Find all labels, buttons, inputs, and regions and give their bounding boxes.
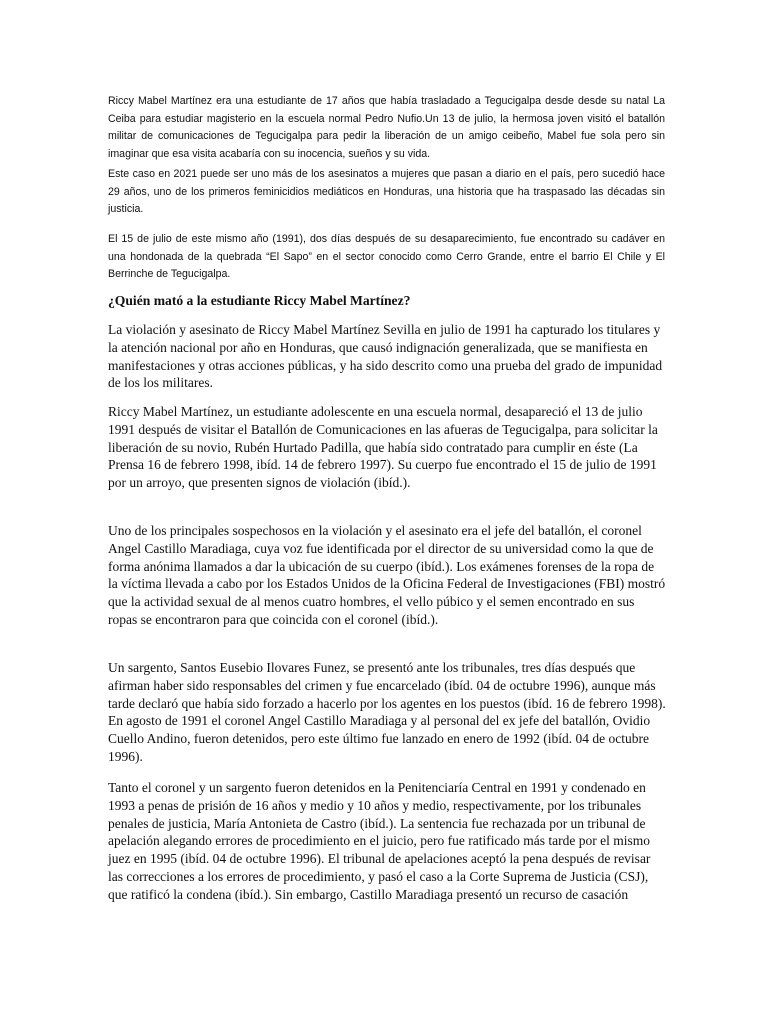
body-paragraph: Uno de los principales sospechosos en la violación y el asesinato era el jefe del batallón, el coronel Angel Castillo Maradiaga, cuya voz fue identificada por el director de su universidad como la que de forma anónima llamados a dar la ubicación de su cuerpo (ibíd.). Los exámenes forenses de la ropa de la víctima llevada a cabo por los Estados Unidos de la Oficina Federal de Investigaciones (FBI) mostró que la actividad sexual de al menos cuatro hombres, el vello púbico y el semen encontrado en sus ropas se encontraron para que coincida con el coronel (ibíd.). <box>108 523 666 627</box>
body-paragraph: La violación y asesinato de Riccy Mabel Martínez Sevilla en julio de 1991 ha capturado los titulares y la atención nacional por año en Honduras, que causó indignación generalizada, que se manifiesta en manifestaciones y otras acciones públicas, y ha sido descrito como una prueba del grado de impunidad de los los militares. <box>108 322 663 391</box>
section-heading: ¿Quién mató a la estudiante Riccy Mabel Martínez? <box>108 293 411 308</box>
body-paragraph: Tanto el coronel y un sargento fueron detenidos en la Penitenciaría Central en 1991 y condenado en 1993 a penas de prisión de 16 años y medio y 10 años y medio, respectivamente, por los tribunales penales de justicia, María Antonieta de Castro (ibíd.). La sentencia fue rechazada por un tribunal de apelación alegando errores de procedimiento en el juicio, pero fue ratificado más tarde por el mismo juez en 1995 (ibíd. 04 de octubre 1996). El tribunal de apelaciones aceptó la pena después de revisar las correcciones a los errores de procedimiento, y pasó el caso a la Corte Suprema de Justicia (CSJ), que ratificó la condena (ibíd.). Sin embargo, Castillo Maradiaga presentó un recurso de casación <box>108 780 651 902</box>
body-paragraph: Un sargento, Santos Eusebio Ilovares Funez, se presentó ante los tribunales, tres días después que afirman haber sido responsables del crimen y fue encarcelado (ibíd. 04 de octubre 1996), aunque más tarde declaró que había sido forzado a hacerlo por los agentes en los puestos (ibíd. 16 de febrero 1998). En agosto de 1991 el coronel Angel Castillo Maradiaga y al personal del ex jefe del batallón, Ovidio Cuello Andino, fueron detenidos, pero este último fue lanzado en enero de 1992 (ibíd. 04 de octubre 1996). <box>108 660 666 764</box>
intro-paragraph: El 15 de julio de este mismo año (1991), dos días después de su desaparecimiento, fue encontrado su cadáver en una hondonada de la quebrada “El Sapo” en el sector conocido como Cerro Grande, entre el barrio El Chile y El Berrinche de Tegucigalpa. <box>108 233 665 280</box>
intro-paragraph: Riccy Mabel Martínez era una estudiante de 17 años que había trasladado a Tegucigalpa desde desde su natal La Ceiba para estudiar magisterio en la escuela normal Pedro Nufio.Un 13 de julio, la hermosa joven visitó el batallón militar de comunicaciones de Tegucigalpa para pedir la liberación de un amigo ceibeño, Mabel fue sola pero sin imaginar que esa visita acabaría con su inocencia, sueños y su vida. <box>108 95 665 160</box>
intro-paragraph: Este caso en 2021 puede ser uno más de los asesinatos a mujeres que pasan a diario en el país, pero sucedió hace 29 años, uno de los primeros feminicidios mediáticos en Honduras, una historia que ha traspasado las décadas sin justicia. <box>108 168 665 215</box>
body-paragraph: Riccy Mabel Martínez, un estudiante adolescente en una escuela normal, desapareció el 13 de julio 1991 después de visitar el Batallón de Comunicaciones en las afueras de Tegucigalpa, para solicitar la liberación de su novio, Rubén Hurtado Padilla, que había sido contratado para cumplir en éste (La Prensa 16 de febrero 1998, ibíd. 14 de febrero 1997). Su cuerpo fue encontrado el 15 de julio de 1991 por un arroyo, que presenten signos de violación (ibíd.). <box>108 404 658 491</box>
